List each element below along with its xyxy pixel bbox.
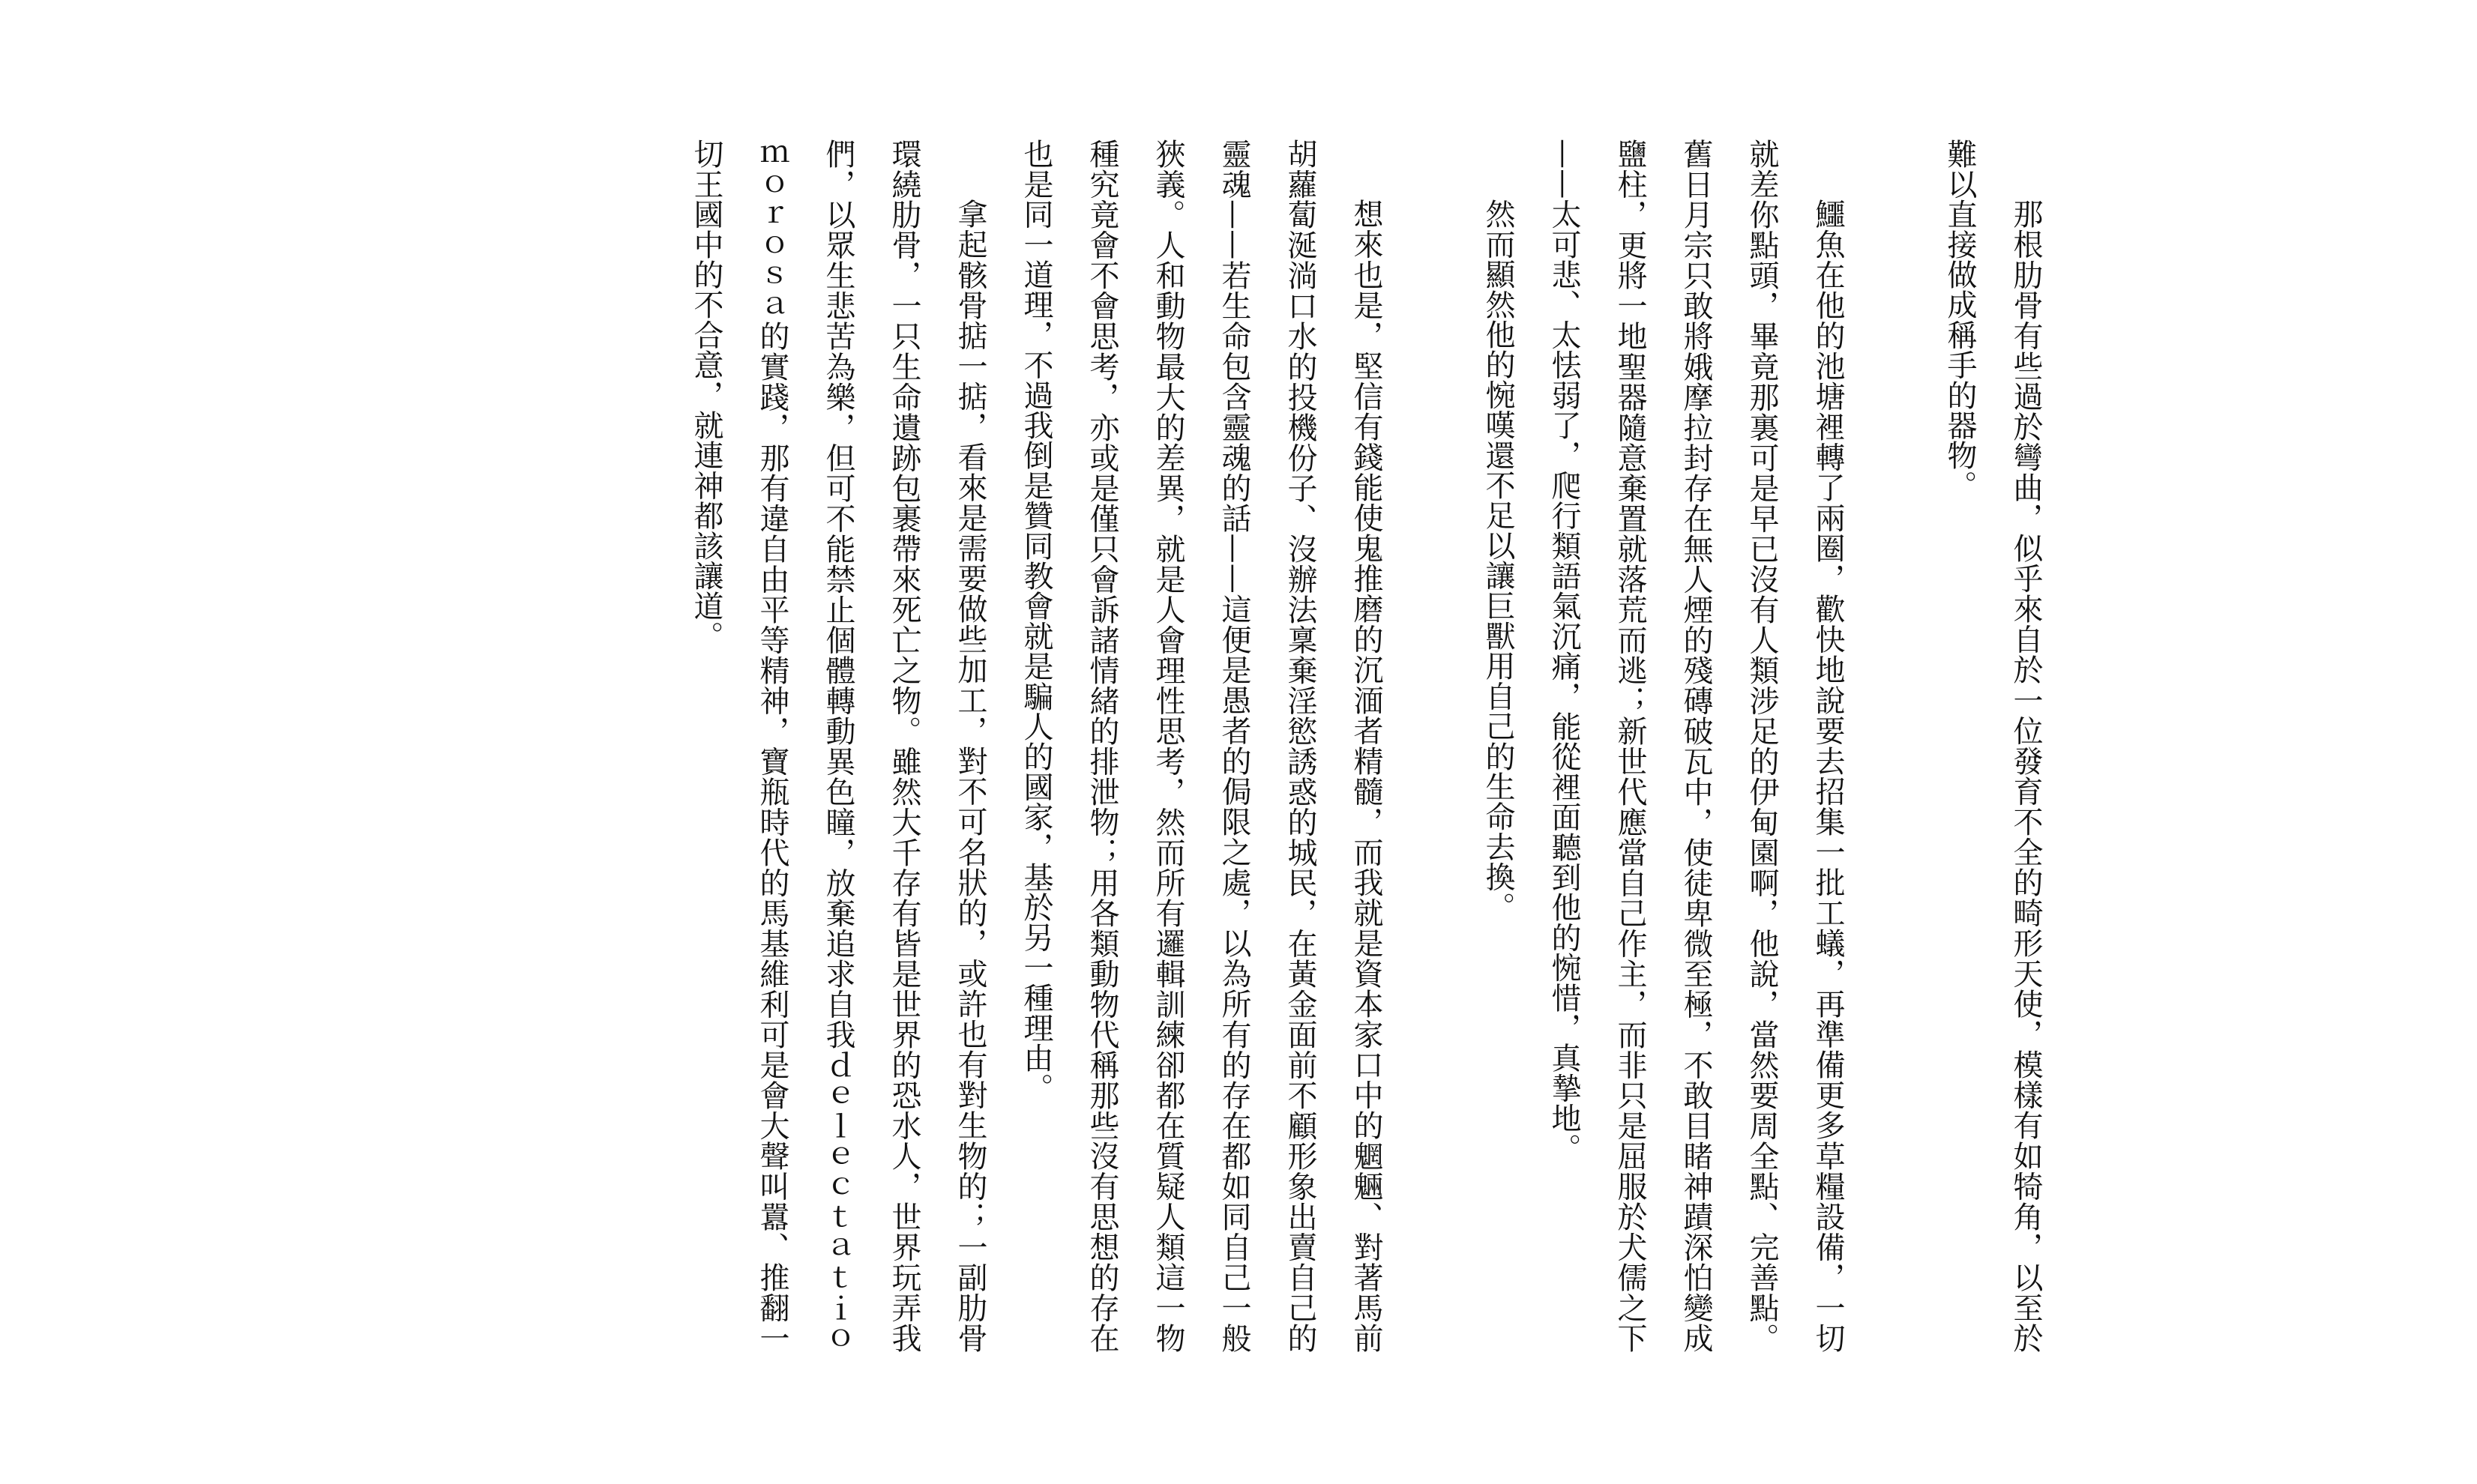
- paragraph-3: 然而顯然他的惋嘆還不足以讓巨獸用自己的生命去換。: [1481, 199, 1515, 922]
- paragraph-2: 鱷魚在他的池塘裡轉了兩圈，歡快地說要去招集一批工蟻，再準備更多草糧設備，一切就差你點頭，畢竟那裏可是早已沒有人類涉足的伊甸園啊，他說，當然要周全點、完善點。舊日月宗只敢將娥摩拉封存在無人煙的殘磚破瓦中，使徒卑微至極，不敢目睹神蹟深怕變成鹽柱，更將一地聖器隨意棄置就落荒而逃；新世代應當自己作主，而非只是屈服於犬儒之下——太可悲、太怯弱了，爬行類語氣沉痛，能從裡面聽到他的惋惜，真摯地。: [1547, 139, 1845, 1353]
- paragraph-5: 拿起骸骨掂一掂，看來是需要做些加工，對不可名狀的，或許也有對生物的；一副肋骨環繞肋骨，一只生命遺跡包裹帶來死亡之物。雖然大千存有皆是世界的恐水人，世界玩弄我們，以眾生悲苦為樂，但可不能禁止個體轉動異色瞳，放棄追求自我ｄｅｌｅｃｔａｔｉｏ ｍｏｒｏｓａ的實踐，那有違自由平等精神，寶瓶時代的馬基維利可是會大聲叫囂、推翻一切王國中的不合意，就連神都該讓道。: [689, 139, 987, 1384]
- paragraph-4: 想來也是，堅信有錢能使鬼推磨的沉湎者精髓，而我就是資本家口中的魍魎、對著馬前胡蘿蔔涎淌口水的投機份子、沒辦法稟棄淫慾誘惑的城民，在黃金面前不顧形象出賣自己的靈魂——若生命包含靈魂的話——這便是愚者的侷限之處，以為所有的存在都如同自己一般狹義。人和動物最大的差異，就是人會理性思考，然而所有邏輯訓練卻都在質疑人類這一物種究竟會不會思考，亦或是僅只會訴諸情緒的排泄物；用各類動物代稱那些沒有思想的存在也是同一道理，不過我倒是贊同教會就是騙人的國家，基於另一種理由。: [1019, 139, 1383, 1353]
- paragraph-1: 那根肋骨有些過於彎曲，似乎來自於一位發育不全的畸形天使，模樣有如犄角，以至於難以直接做成稱手的器物。: [1942, 139, 2043, 1353]
- vertical-text-body: [673, 139, 2125, 1384]
